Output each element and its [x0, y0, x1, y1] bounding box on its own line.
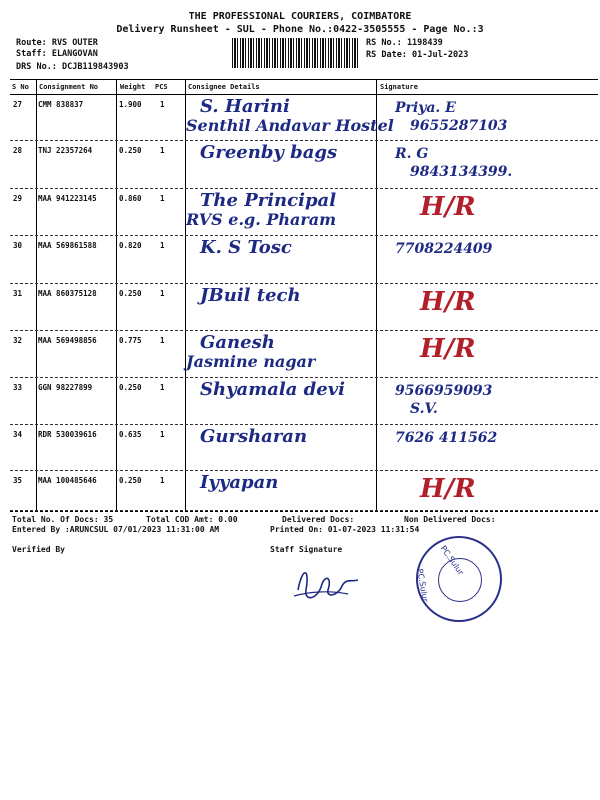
- handwritten-signature: 7708224409: [395, 241, 493, 257]
- handwritten-consignee: Gursharan: [200, 426, 308, 447]
- handwritten-address: Jasmine nagar: [186, 352, 316, 371]
- handwritten-consignee: Ganesh: [200, 332, 275, 353]
- cell-pcs: 1: [160, 289, 165, 298]
- cell-sno: 35: [13, 476, 23, 485]
- cell-weight: 0.635: [119, 430, 142, 439]
- table-row: [10, 188, 598, 236]
- handwritten-consignee: K. S Tosc: [200, 237, 292, 258]
- verified-by: Verified By: [12, 545, 65, 554]
- stamp-text-left: PC.Sulur: [415, 568, 430, 603]
- cell-pcs: 1: [160, 100, 165, 109]
- handwritten-address: Senthil Andavar Hostel: [186, 116, 394, 135]
- cell-pcs: 1: [160, 194, 165, 203]
- handwritten-signature: Priya. E: [395, 100, 456, 116]
- staff-signature-label: Staff Signature: [270, 545, 343, 554]
- handwritten-consignee: Greenby bags: [200, 142, 338, 163]
- table-header: [10, 80, 598, 95]
- route-label: Route: RVS OUTER: [16, 38, 98, 48]
- table-row: [10, 283, 598, 331]
- handwritten-signature: R. G: [395, 146, 429, 162]
- office-stamp: [416, 536, 502, 622]
- col-consignment: Consignment No: [39, 83, 99, 91]
- cell-sno: 31: [13, 289, 23, 298]
- cell-pcs: 1: [160, 146, 165, 155]
- barcode-image: [232, 38, 360, 68]
- cell-weight: 1.900: [119, 100, 142, 109]
- non-delivered-docs: Non Delivered Docs:: [404, 515, 496, 524]
- cell-weight: 0.250: [119, 476, 142, 485]
- delivered-docs: Delivered Docs:: [282, 515, 355, 524]
- handwritten-phone: S.V.: [410, 401, 438, 417]
- col-signature: Signature: [380, 83, 418, 91]
- handwritten-signature: 9566959093: [395, 383, 493, 399]
- cell-consignment: MAA 569498856: [38, 336, 97, 345]
- handwritten-consignee: JBuil tech: [200, 285, 301, 306]
- cell-consignment: MAA 860375128: [38, 289, 97, 298]
- rs-date: RS Date: 01-Jul-2023: [366, 50, 469, 60]
- rs-number: RS No.: 1198439: [366, 38, 443, 48]
- handwritten-signature: H/R: [420, 334, 476, 364]
- table-row: [10, 377, 598, 425]
- entered-by: Entered By :ARUNCSUL 07/01/2023 11:31:00 AM: [12, 525, 220, 534]
- cell-sno: 27: [13, 100, 23, 109]
- cell-pcs: 1: [160, 336, 165, 345]
- cell-weight: 0.820: [119, 241, 142, 250]
- cell-consignment: MAA 100485646: [38, 476, 97, 485]
- cell-consignment: GGN 98227899: [38, 383, 93, 392]
- col-pcs: PCS: [155, 83, 168, 91]
- cell-consignment: RDR 530039616: [38, 430, 97, 439]
- handwritten-phone: 9843134399.: [410, 164, 513, 180]
- cell-sno: 30: [13, 241, 23, 250]
- cell-pcs: 1: [160, 241, 165, 250]
- cell-weight: 0.860: [119, 194, 142, 203]
- cell-weight: 0.250: [119, 289, 142, 298]
- handwritten-consignee: Shyamala devi: [200, 379, 346, 400]
- table-row: [10, 235, 598, 284]
- handwritten-consignee: The Principal: [200, 190, 337, 211]
- total-docs: Total No. Of Docs: 35: [12, 515, 114, 524]
- staff-signature-mark: [288, 560, 368, 608]
- cell-sno: 28: [13, 146, 23, 155]
- handwritten-signature: 7626 411562: [395, 430, 498, 446]
- table-row: [10, 140, 598, 189]
- cell-sno: 33: [13, 383, 23, 392]
- cell-sno: 29: [13, 194, 23, 203]
- cell-weight: 0.250: [119, 383, 142, 392]
- cell-consignment: CMM 838837: [38, 100, 84, 109]
- table-row: [10, 330, 598, 378]
- table-row: [10, 424, 598, 471]
- handwritten-consignee: Iyyapan: [200, 472, 279, 493]
- col-consignee: Consignee Details: [188, 83, 260, 91]
- cell-weight: 0.250: [119, 146, 142, 155]
- handwritten-address: RVS e.g. Pharam: [186, 210, 337, 229]
- printed-on: Printed On: 01-07-2023 11:31:54: [270, 525, 420, 534]
- cell-weight: 0.775: [119, 336, 142, 345]
- company-title: THE PROFESSIONAL COURIERS, COIMBATORE: [188, 11, 412, 22]
- col-weight: Weight: [120, 83, 146, 91]
- runsheet-subtitle: Delivery Runsheet - SUL - Phone No.:0422-3505555 - Page No.:3: [116, 24, 484, 35]
- handwritten-signature: H/R: [420, 474, 476, 504]
- cell-sno: 34: [13, 430, 23, 439]
- drs-label: DRS No.: DCJB119843903: [16, 62, 129, 72]
- cell-consignment: TNJ 22357264: [38, 146, 93, 155]
- cell-pcs: 1: [160, 476, 165, 485]
- table-row: [10, 470, 598, 511]
- handwritten-phone: 9655287103: [410, 118, 508, 134]
- cell-consignment: MAA 941223145: [38, 194, 97, 203]
- staff-label: Staff: ELANGOVAN: [16, 49, 98, 59]
- cell-sno: 32: [13, 336, 23, 345]
- cell-pcs: 1: [160, 430, 165, 439]
- table-row: [10, 94, 598, 141]
- total-cod: Total COD Amt: 0.00: [146, 515, 238, 524]
- runsheet-table: [10, 79, 598, 512]
- handwritten-signature: H/R: [420, 192, 476, 222]
- cell-pcs: 1: [160, 383, 165, 392]
- cell-consignment: MAA 569861588: [38, 241, 97, 250]
- handwritten-consignee: S. Harini: [200, 96, 290, 117]
- col-sno: S No: [12, 83, 29, 91]
- handwritten-signature: H/R: [420, 287, 476, 317]
- stamp-text-top: PC.Sulur: [438, 544, 466, 577]
